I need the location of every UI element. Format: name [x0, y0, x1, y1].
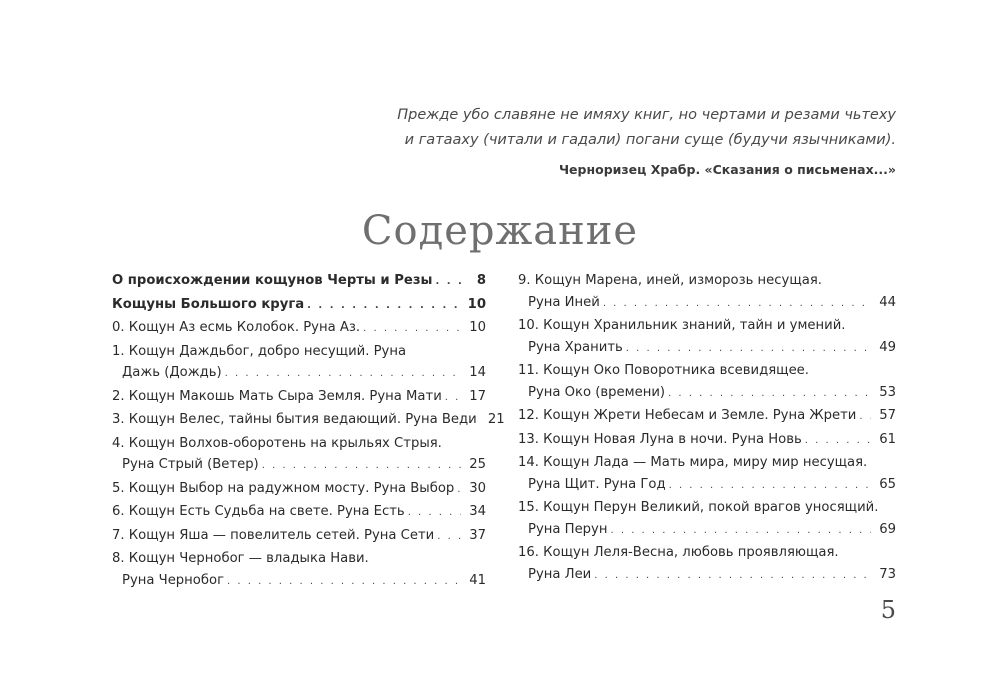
- toc-page-number: 53: [879, 384, 896, 400]
- toc-entry[interactable]: [518, 405, 896, 428]
- toc-entry-continuation: Руна Чернобог: [122, 572, 224, 588]
- toc-dot-leader: [363, 318, 461, 340]
- toc-page-number: 57: [879, 408, 896, 423]
- toc-page-number: 65: [879, 476, 896, 492]
- toc-entry[interactable]: [112, 294, 486, 317]
- toc-entry-title: 14. Кощун Лада — Мать мира, миру мир несущая.: [518, 455, 868, 470]
- toc-entry-title: 16. Кощун Леля-Весна, любовь проявляющая.: [518, 545, 839, 560]
- toc-entry-title: 7. Кощун Яша — повелитель сетей. Руна Сети: [112, 527, 435, 543]
- toc-entry[interactable]: [112, 525, 486, 548]
- toc-page-number: 10: [469, 320, 486, 335]
- epigraph-line-1: Прежде убо славяне не имяху книг, но чертами и резами чьтеху: [397, 107, 896, 123]
- toc-page-number: 69: [879, 521, 896, 537]
- toc-entry[interactable]: [112, 317, 486, 340]
- toc-entry[interactable]: [112, 433, 486, 477]
- toc-page-number: 34: [469, 504, 486, 519]
- toc-dot-leader: [603, 293, 871, 315]
- toc-page-number: 8: [476, 273, 486, 288]
- toc-entry[interactable]: [518, 542, 896, 586]
- toc-entry-title: 8. Кощун Чернобог — владыка Нави.: [112, 551, 369, 566]
- toc-entry-continuation: Руна Леи: [528, 566, 592, 582]
- toc-dot-leader: [437, 526, 461, 548]
- toc-entry-title: 13. Кощун Новая Луна в ночи. Руна Новь: [518, 431, 802, 447]
- toc-entry-title: О происхождении кощунов Черты и Резы: [112, 273, 433, 288]
- toc-entry-continuation: Руна Око (времени): [528, 384, 666, 400]
- toc-entry[interactable]: [518, 429, 896, 452]
- toc-dot-leader: [859, 406, 871, 428]
- toc-entry-title: 9. Кощун Марена, иней, изморозь несущая.: [518, 273, 822, 288]
- epigraph: [336, 103, 896, 182]
- toc-entry[interactable]: [112, 386, 486, 409]
- toc-entry[interactable]: [518, 315, 896, 359]
- toc-page-number: 73: [879, 566, 896, 582]
- toc-entry-title: 6. Кощун Есть Судьба на свете. Руна Есть: [112, 504, 405, 519]
- toc-entry-continuation: Дажь (Дождь): [122, 365, 222, 380]
- toc-entry-title: 2. Кощун Макошь Мать Сыра Земля. Руна Мати: [112, 388, 442, 404]
- toc-page-number: 17: [469, 388, 486, 404]
- toc-entry[interactable]: [518, 270, 896, 314]
- toc-entry[interactable]: [112, 501, 486, 524]
- toc-entry-title: 11. Кощун Око Поворотника всевидящее.: [518, 363, 809, 378]
- toc-page-number: 21: [487, 412, 505, 427]
- toc-dot-leader: [408, 502, 461, 524]
- toc-entry-title: 1. Кощун Даждьбог, добро несущий. Руна: [112, 343, 407, 359]
- toc-entry[interactable]: [112, 478, 486, 501]
- epigraph-attribution: Черноризец Храбр. «Сказания о письменах...»: [558, 162, 896, 177]
- toc-dot-leader: [457, 479, 461, 501]
- toc-page-number: 25: [469, 457, 486, 472]
- toc-page-number: 61: [879, 431, 896, 447]
- toc-entry-title: 0. Кощун Аз есмь Колобок. Руна Аз.: [112, 320, 361, 335]
- toc-dot-leader: [227, 571, 461, 593]
- toc-entry-continuation: Руна Щит. Руна Год: [528, 476, 666, 492]
- toc-dot-leader: [668, 383, 871, 405]
- toc-dot-leader: [307, 295, 461, 317]
- toc-dot-leader: [626, 338, 871, 360]
- toc-entry[interactable]: [112, 409, 505, 432]
- toc-page-number: 30: [469, 480, 486, 496]
- toc-entry-title: 10. Кощун Хранильник знаний, тайн и умений.: [518, 318, 846, 333]
- toc-entry-title: Кощуны Большого круга: [112, 296, 305, 312]
- toc-left-column: [112, 270, 505, 593]
- toc-right-column: [518, 270, 896, 587]
- toc-entry[interactable]: [112, 270, 486, 293]
- toc-entry[interactable]: [518, 497, 896, 541]
- toc-entry-continuation: Руна Стрый (Ветер): [122, 457, 259, 472]
- toc-page-number: 37: [469, 527, 486, 543]
- epigraph-line-2: и гатааху (читали и гадали) погани суще (будучи язычниками).: [404, 132, 896, 148]
- toc-entry-continuation: Руна Хранить: [528, 339, 623, 355]
- toc-dot-leader: [262, 455, 461, 477]
- toc-page-number: 14: [469, 365, 486, 380]
- toc-entry[interactable]: [112, 548, 486, 592]
- toc-dot-leader: [225, 363, 461, 385]
- toc-dot-leader: [435, 271, 461, 293]
- toc-page-number: 49: [879, 339, 896, 355]
- toc-page-number: 44: [879, 294, 896, 310]
- toc-entry[interactable]: [112, 341, 486, 385]
- toc-entry-continuation: Руна Иней: [528, 294, 600, 310]
- toc-page-number: 41: [469, 572, 486, 588]
- toc-dot-leader: [445, 387, 461, 409]
- toc-entry-continuation: Руна Перун: [528, 521, 608, 537]
- page-title: Содержание: [361, 208, 639, 254]
- toc-page-number: 10: [467, 296, 486, 312]
- page-number: 5: [880, 596, 896, 624]
- toc-entry-title: 5. Кощун Выбор на радужном мосту. Руна Выбор: [112, 480, 455, 496]
- toc-entry[interactable]: [518, 360, 896, 404]
- toc-dot-leader: [805, 430, 871, 452]
- toc-dot-leader: [594, 565, 871, 587]
- toc-entry-title: 3. Кощун Велес, тайны бытия ведающий. Руна Веди: [112, 412, 477, 427]
- toc-dot-leader: [610, 520, 871, 542]
- toc-dot-leader: [669, 475, 871, 497]
- toc-entry-title: 4. Кощун Волхов-оборотень на крыльях Стрыя.: [112, 435, 442, 451]
- toc-entry[interactable]: [518, 452, 896, 496]
- toc-entry-title: 12. Кощун Жрети Небесам и Земле. Руна Жрети: [518, 408, 857, 423]
- toc-entry-title: 15. Кощун Перун Великий, покой врагов уносящий.: [518, 500, 879, 515]
